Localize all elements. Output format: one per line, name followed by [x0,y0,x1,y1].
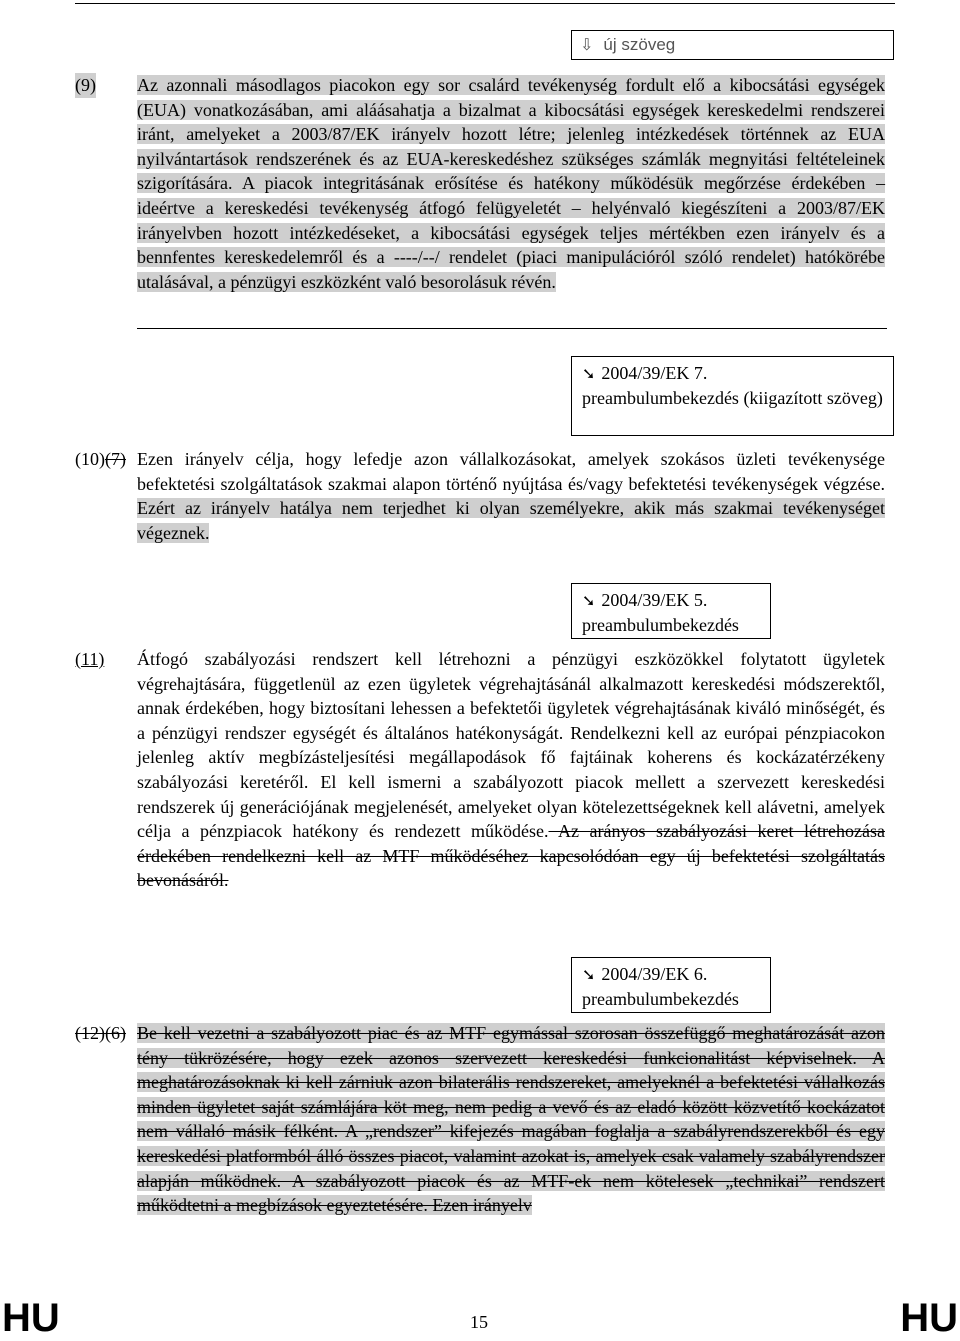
page-number: 15 [470,1312,488,1332]
arrow-down-outline-icon: ⇩ [580,35,594,54]
arrow-down-icon: ➘ [582,965,596,984]
source-desc: preambulumbekezdés [582,615,739,635]
footer-language-left: HU [2,1296,60,1340]
paragraph-text-highlighted: Ezért az irányelv hatálya nem terjedhet ki olyan személyekre, akik más szakmai tevékenységet végeznek. [137,498,885,543]
source-desc: preambulumbekezdés [582,989,739,1009]
old-paragraph-number: (7) [105,449,126,469]
paragraph-number: (11) [75,649,105,669]
paragraph-text-struck: Az arányos szabályozási keret létrehozása érdekében rendelkezni kell az MTF működéséhez kapcsolódóan egy új befektetési szolgáltatás bevonásáról. [137,821,885,891]
paragraph-9 [75,73,895,294]
source-ref: 2004/39/EK 6. [601,964,708,984]
arrow-down-icon: ➘ [582,364,596,383]
source-reference-box [571,583,771,639]
footer-language-right: HU [900,1296,958,1340]
source-reference-box [571,356,894,436]
source-reference-box [571,957,771,1013]
paragraph-11 [75,647,895,893]
paragraph-text: Átfogó szabályozási rendszert kell létrehozni a pénzügyi eszközökkel folytatott ügyletek végrehajtására, függetlenül az ezen ügyletek végrehajtásánál alkalmazott kereskedési módszerektől, annak érdekében, hogy biztosítani lehessen a befektetői ügyletek végrehajtásának kiváló minőségét, és a pénzügyi rendszer egységét és általános hatékonyságát. Rendelkezni kell az európai pénzpiacokon jelenleg aktív megbízásteljesítési megállapodások fő fajtáinak koherens és kockázatérzékeny szabályozási keretéről. El kell ismerni a szabályozott piacok mellett a szervezett kereskedési rendszerek új generációjának megjelenését, amelyeket olyan kötelezettségeknek kell alávetni, amelyek célja a pénzpiacok hatékony és rendezett működése. [137,649,885,842]
paragraph-text-struck: Be kell vezetni a szabályozott piac és az MTF egymással szorosan összefüggő meghatározását azon tény tükrözésére, hogy ezek azonos szervezett kereskedési funkcionalitást képviselnek. A meghatározásoknak ki kell zárniuk azon bilaterális rendszereket, amelyeknél a befektetési vállalkozás minden ügyletet saját számlájára köt meg, nem pedig a vevő és az eladó között közvetítő kockázatot nem vállaló másik félként. A „rendszer” kifejezés magában foglalja a szabályrendszerekből és egy kereskedési platformból álló összes piacot, valamint azokat is, amelyek csak valamely szabályrendszer alapján működnek. A szabályozott piacok és az MTF-ek nem kötelesek „technikai” rendszert működtetni a megbízások egyeztetésére. Ezen irányelv [137,1023,885,1216]
old-paragraph-number: (6) [105,1023,126,1043]
paragraph-10 [75,447,895,545]
paragraph-number: (9) [75,73,96,98]
source-ref: 2004/39/EK 5. [601,590,708,610]
source-desc: preambulumbekezdés (kiigazított szöveg) [582,388,883,408]
paragraph-text: Az azonnali másodlagos piacokon egy sor csalárd tevékenység fordult elő a kibocsátási egységek (EUA) vonatkozásában, ami aláásahatja a bizalmat a kibocsátási egységek kereskedelmi rendszerei iránt, amelyeket a 2003/87/EK irányelv hozott létre; jelenleg intézkedések történnek az EUA nyilvántartások rendszerének és az EUA-kereskedéshez szükséges számlák megnyitási feltételeinek szigorítására. A piacok integritásának erősítése és hatékony működésük megőrzése érdekében – ideértve a kereskedési tevékenység átfogó felügyeletét – helyénvaló kiegészíteni a 2003/87/EK irányelvben hozott intézkedéseket, a kibocsátási egységek teljes mértékben ezen irányelv és a bennfentes kereskedelemről és a ----/--/ rendelet (piaci manipulációról szóló rendelet) hatókörébe utalásával, a pénzügyi eszközként való besorolásuk révén. [137,75,885,292]
new-text-box [571,30,894,60]
paragraph-text: Ezen irányelv célja, hogy lefedje azon vállalkozásokat, amelyek szokásos üzleti tevékenysége befektetési szolgáltatások szakmai alapon történő nyújtása és/vagy befektetési tevékenységek végzése. [137,449,885,494]
arrow-down-icon: ➘ [582,591,596,610]
source-ref: 2004/39/EK 7. [601,363,708,383]
paragraph-number: (10)(7) [75,449,126,469]
top-rule [75,3,895,4]
separator-rule [137,328,887,329]
new-text-label: új szöveg [603,35,676,54]
paragraph-number: (12)(6) [75,1023,126,1043]
paragraph-12 [75,1021,895,1218]
